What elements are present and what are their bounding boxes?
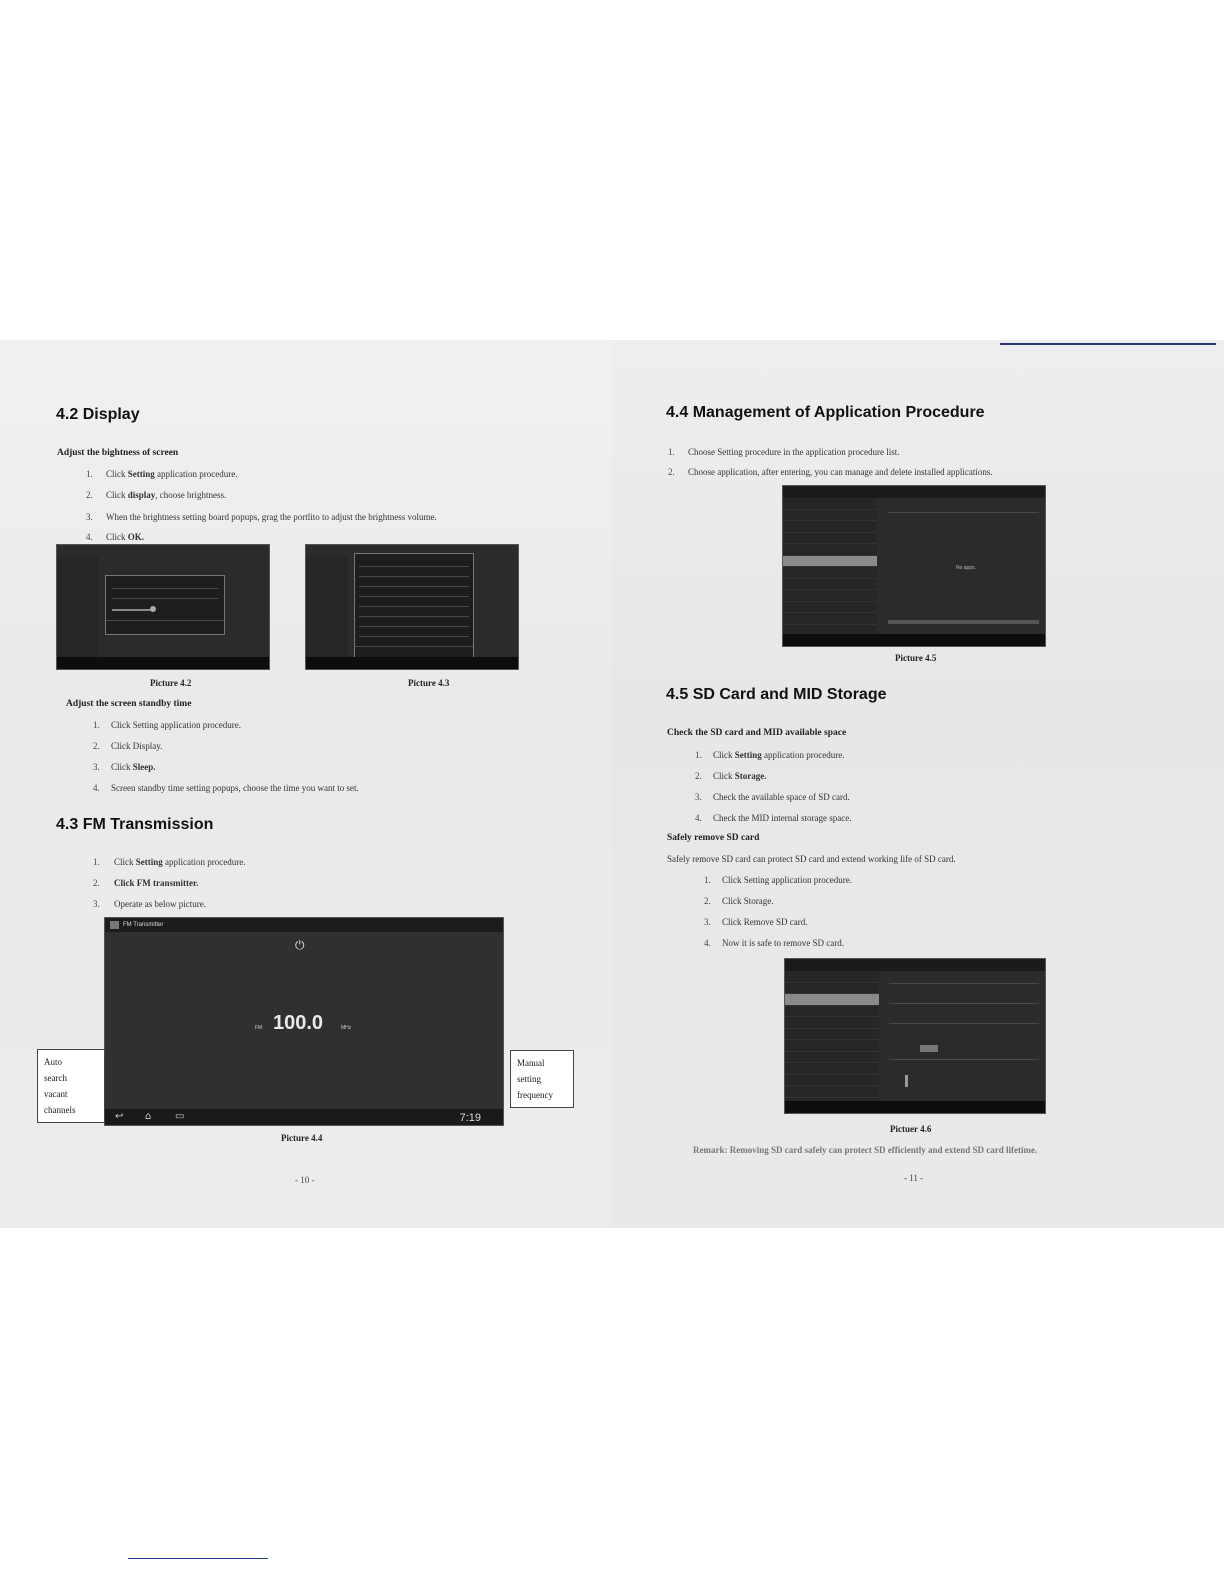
step-number: 1. bbox=[668, 447, 675, 457]
header-rule bbox=[1000, 343, 1216, 345]
callout-manual-frequency: Manual setting frequency bbox=[510, 1050, 574, 1108]
step-number: 3. bbox=[695, 792, 702, 802]
step-text: Operate as below picture. bbox=[114, 899, 206, 909]
heading-display: 4.2 Display bbox=[56, 406, 140, 423]
step-number: 2. bbox=[86, 490, 93, 500]
step-number: 2. bbox=[93, 741, 100, 751]
step-number: 1. bbox=[93, 720, 100, 730]
step-number: 2. bbox=[668, 467, 675, 477]
step-text: Check the MID internal storage space. bbox=[713, 813, 852, 823]
screenshot-storage bbox=[784, 958, 1046, 1114]
step-text: Click Display. bbox=[111, 741, 163, 751]
footer-rule bbox=[128, 1558, 268, 1559]
step-text: Click Setting application procedure. bbox=[713, 750, 845, 760]
remove-intro: Safely remove SD card can protect SD card and extend working life of SD card. bbox=[667, 854, 956, 864]
step-text: When the brightness setting board popups, grag the portlito to adjust the brightness volume. bbox=[106, 512, 437, 522]
caption-picture-4-2: Picture 4.2 bbox=[150, 678, 192, 688]
caption-picture-4-5: Picture 4.5 bbox=[895, 653, 937, 663]
step-text: Click OK. bbox=[106, 532, 145, 542]
step-number: 4. bbox=[93, 783, 100, 793]
caption-picture-4-3: Picture 4.3 bbox=[408, 678, 450, 688]
fm-band-label: FM bbox=[255, 1025, 263, 1031]
step-text: Click Storage. bbox=[713, 771, 767, 781]
step-text: Click Remove SD card. bbox=[722, 917, 808, 927]
page-number-left: - 10 - bbox=[295, 1175, 315, 1185]
step-text: Check the available space of SD card. bbox=[713, 792, 850, 802]
heading-fm-transmission: 4.3 FM Transmission bbox=[56, 816, 214, 833]
step-text: Click FM transmitter. bbox=[114, 878, 199, 888]
step-text: Screen standby time setting popups, choose the time you want to set. bbox=[111, 783, 359, 793]
screenshot-brightness bbox=[56, 544, 270, 670]
subheading-standby: Adjust the screen standby time bbox=[66, 699, 192, 709]
power-icon: ⏻ bbox=[295, 938, 305, 952]
step-number: 2. bbox=[695, 771, 702, 781]
subheading-check-space: Check the SD card and MID available space bbox=[667, 728, 847, 738]
step-text: Click Sleep. bbox=[111, 762, 156, 772]
subheading-safely-remove: Safely remove SD card bbox=[667, 833, 760, 843]
step-number: 4. bbox=[704, 938, 711, 948]
remark-note: Remark: Removing SD card safely can protect SD efficiently and extend SD card lifetime. bbox=[693, 1145, 1038, 1155]
step-number: 2. bbox=[704, 896, 711, 906]
step-number: 3. bbox=[93, 899, 100, 909]
fm-screen-title: FM Transmitter bbox=[123, 922, 164, 928]
step-number: 1. bbox=[86, 469, 93, 479]
step-text: Click Setting application procedure. bbox=[114, 857, 246, 867]
step-number: 3. bbox=[93, 762, 100, 772]
recent-apps-icon: ▭ bbox=[175, 1111, 185, 1122]
fm-frequency: 100.0 bbox=[273, 1012, 324, 1034]
step-text: Choose Setting procedure in the application procedure list. bbox=[688, 447, 900, 457]
screenshot-fm-transmitter bbox=[104, 917, 504, 1126]
step-number: 3. bbox=[704, 917, 711, 927]
step-number: 1. bbox=[695, 750, 702, 760]
step-number: 4. bbox=[695, 813, 702, 823]
step-text: Click display, choose brightness. bbox=[106, 490, 227, 500]
back-icon: ↩ bbox=[115, 1111, 124, 1122]
no-apps-label: No apps. bbox=[956, 565, 977, 571]
page-number-right: - 11 - bbox=[904, 1173, 924, 1183]
step-number: 4. bbox=[86, 532, 93, 542]
step-text: Click Storage. bbox=[722, 896, 774, 906]
step-text: Now it is safe to remove SD card. bbox=[722, 938, 844, 948]
step-text: Click Setting application procedure. bbox=[111, 720, 241, 730]
heading-app-management: 4.4 Management of Application Procedure bbox=[666, 404, 985, 421]
step-number: 1. bbox=[704, 875, 711, 885]
screenshot-apps bbox=[782, 485, 1046, 647]
step-number: 3. bbox=[86, 512, 93, 522]
subheading-brightness: Adjust the bightness of screen bbox=[57, 448, 179, 458]
step-text: Click Setting application procedure. bbox=[722, 875, 852, 885]
callout-auto-search: Auto search vacant channels bbox=[37, 1049, 105, 1123]
step-number: 2. bbox=[93, 878, 100, 888]
heading-sd-card: 4.5 SD Card and MID Storage bbox=[666, 686, 887, 703]
screenshot-sleep bbox=[305, 544, 519, 670]
step-number: 1. bbox=[93, 857, 100, 867]
caption-picture-4-4: Picture 4.4 bbox=[281, 1133, 323, 1143]
step-text: Click Setting application procedure. bbox=[106, 469, 238, 479]
step-text: Choose application, after entering, you can manage and delete installed applications. bbox=[688, 467, 993, 477]
home-icon: ⌂ bbox=[145, 1111, 152, 1122]
caption-picture-4-6: Pictuer 4.6 bbox=[890, 1124, 932, 1134]
fm-unit-label: MHz bbox=[341, 1025, 352, 1031]
fm-app-icon bbox=[110, 921, 119, 929]
status-clock: 7:19 bbox=[459, 1112, 481, 1124]
